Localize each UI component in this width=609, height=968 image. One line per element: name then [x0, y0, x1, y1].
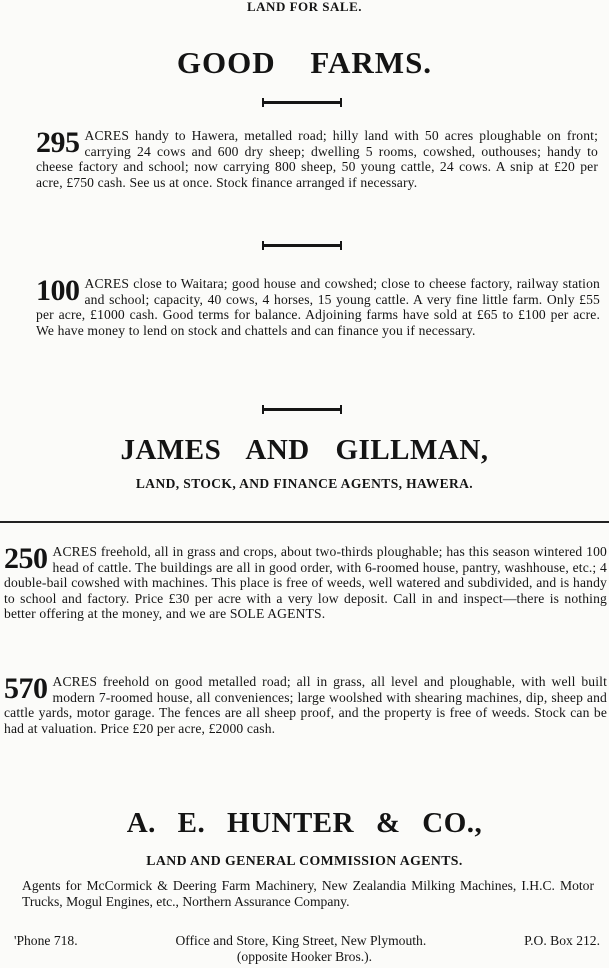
listing-acreage: 250	[4, 542, 48, 575]
listing-text: ACRES freehold, all in grass and crops, about two-thirds ploughable; has this season wintered 100 head of cattle. The buildings are all in good order, with 6-roomed house, pantry, washhouse, etc.; 4 double-bail cowshed with machines. This place is free of weeds, well watered and subdivided, and is handy to school and factory. Price £30 per acre with a very low deposit. Call in and inspect—there is nothing better offering at the money, and we are SOLE AGENTS.	[4, 544, 607, 621]
opposite-note: (opposite Hooker Bros.).	[236, 949, 373, 964]
listing-250	[4, 544, 607, 622]
section-divider	[0, 521, 609, 523]
agent-subtitle: LAND AND GENERAL COMMISSION AGENTS.	[146, 853, 463, 868]
headline-good-farms: GOOD FARMS.	[176, 45, 433, 80]
listing-100	[36, 276, 600, 338]
listing-text: ACRES freehold on good metalled road; all in grass, all level and ploughable, with well built modern 7-roomed house, all conveniences; large woolshed with shearing machines, dip, sheep and cattle yards, motor garage. The fences are all sheep proof, and the property is free of weeds. Stock can be had at valuation. Price £20 per acre, £2000 cash.	[4, 674, 607, 736]
divider-rule	[262, 244, 342, 247]
contact-row	[14, 933, 600, 949]
listing-570	[4, 674, 607, 736]
agent-subtitle: LAND, STOCK, AND FINANCE AGENTS, HAWERA.	[135, 476, 474, 491]
divider-rule	[262, 101, 342, 104]
agent-name-james-gillman: JAMES AND GILLMAN,	[120, 434, 489, 466]
po-box: P.O. Box 212.	[524, 933, 600, 948]
divider-rule	[262, 408, 342, 411]
agent-name-hunter: A. E. HUNTER & CO.,	[126, 807, 483, 839]
phone-number: 'Phone 718.	[14, 933, 78, 948]
listing-text: ACRES handy to Hawera, metalled road; hilly land with 50 acres ploughable on front; carrying 24 cows and 600 dry sheep; dwelling 5 rooms, cowshed, outhouses; handy to cheese factory and school; now carrying 800 sheep, 50 young cattle, 24 cows. A snip at £20 per acre, £750 cash. See us at once. Stock finance arranged if necessary.	[36, 128, 598, 190]
listing-acreage: 100	[36, 274, 80, 307]
page-header: LAND FOR SALE.	[247, 0, 362, 14]
agents-for-text: Agents for McCormick & Deering Farm Machinery, New Zealandia Milking Machines, I.H.C. Motor Trucks, Mogul Engines, etc., Northern Assurance Company.	[22, 878, 594, 909]
listing-acreage: 570	[4, 672, 48, 705]
listing-text: ACRES close to Waitara; good house and cowshed; close to cheese factory, railway station and school; capacity, 40 cows, 4 horses, 15 young cattle. A very fine little farm. Only £55 per acre, £1000 cash. Good terms for balance. Adjoining farms have sold at £65 to £100 per acre. We have money to lend on stock and chattels and can finance you if necessary.	[36, 276, 600, 338]
office-address: Office and Store, King Street, New Plymouth.	[175, 933, 427, 948]
listing-295	[36, 128, 598, 190]
listing-acreage: 295	[36, 126, 80, 159]
